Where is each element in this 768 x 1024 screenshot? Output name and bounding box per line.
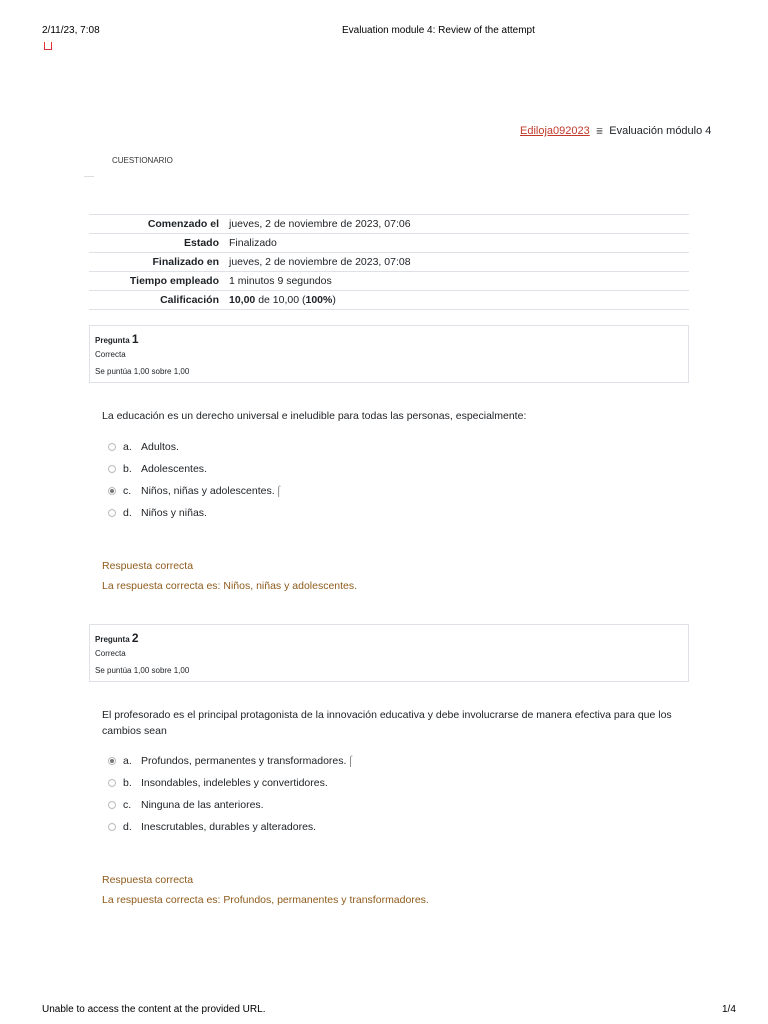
question-number-value: 2 [131,631,139,645]
radio-icon[interactable] [108,443,116,451]
question-number-value: 1 [131,332,139,346]
answer-letter: b. [123,463,132,475]
breadcrumb-separator-icon: ≣ [595,125,604,136]
print-page-title: Evaluation module 4: Review of the attempt [342,25,535,36]
breadcrumb-current: Evaluación módulo 4 [609,125,712,137]
answer-list [108,436,282,524]
question-state: Correcta [95,649,126,658]
summary-row-grade [89,291,689,310]
grade-of: de 10,00 ( [255,294,306,306]
answer-text: Adultos. [141,441,179,453]
breadcrumb [520,125,711,137]
answer-option[interactable] [108,436,282,458]
answer-text: Profundos, permanentes y transformadores. [141,755,347,767]
summary-value: jueves, 2 de noviembre de 2023, 07:06 [229,218,411,230]
answer-text: Inescrutables, durables y alteradores. [141,821,317,833]
right-answer: La respuesta correcta es: Profundos, permanentes y transformadores. [102,894,429,906]
activity-type-label: CUESTIONARIO [112,156,173,165]
answer-letter: d. [123,507,132,519]
answer-letter: c. [123,799,132,811]
answer-text: Niños, niñas y adolescentes. [141,485,275,497]
print-footer-message: Unable to access the content at the provided URL. [42,1004,266,1015]
radio-icon[interactable] [108,823,116,831]
answer-letter: d. [123,821,132,833]
summary-row-time [89,272,689,291]
divider [84,176,94,177]
summary-label: Estado [183,237,219,249]
answer-letter: a. [123,441,132,453]
answer-option[interactable] [108,794,353,816]
grade-close: ) [332,294,336,306]
menu-icon[interactable] [44,42,52,50]
summary-value: jueves, 2 de noviembre de 2023, 07:08 [229,256,411,268]
radio-selected-icon[interactable] [108,757,116,765]
answer-option[interactable] [108,458,282,480]
radio-icon[interactable] [108,779,116,787]
question-number [95,631,688,645]
radio-selected-icon[interactable] [108,487,116,495]
answer-option[interactable] [108,502,282,524]
cursor-icon: ⌠ [275,485,282,497]
question-info-box [89,325,689,383]
attempt-summary-table [89,214,689,310]
summary-label: Calificación [160,294,219,306]
answer-letter: c. [123,485,132,497]
answer-option-selected[interactable] [108,480,282,502]
summary-label: Comenzado el [147,218,219,230]
question-prefix: Pregunta [95,336,130,345]
question-info-box [89,624,689,682]
question-text: La educación es un derecho universal e ineludible para todas las personas, especialmente: [102,410,527,422]
breadcrumb-course-link[interactable]: Ediloja092023 [520,125,590,137]
feedback-correct: Respuesta correcta [102,560,194,572]
question-number [95,332,688,346]
right-answer: La respuesta correcta es: Niños, niñas y adolescentes. [102,580,358,592]
summary-row-finished [89,253,689,272]
print-page-number: 1/4 [722,1004,736,1015]
radio-icon[interactable] [108,465,116,473]
summary-label: Finalizado en [152,256,219,268]
grade-value: 10,00 [229,294,256,306]
answer-text: Ninguna de las anteriores. [141,799,264,811]
answer-text: Insondables, indelebles y convertidores. [141,777,328,789]
cursor-icon: ⌠ [347,755,354,767]
grade-percent: 100% [305,294,333,306]
answer-text: Niños y niñas. [141,507,207,519]
summary-value: 1 minutos 9 segundos [229,275,332,287]
radio-icon[interactable] [108,509,116,517]
print-datetime: 2/11/23, 7:08 [42,25,100,36]
question-grade: Se puntúa 1,00 sobre 1,00 [95,367,190,376]
summary-row-state [89,234,689,253]
answer-letter: a. [123,755,132,767]
answer-list [108,750,353,838]
answer-option[interactable] [108,772,353,794]
question-state: Correcta [95,350,126,359]
summary-row-started [89,215,689,234]
answer-text: Adolescentes. [141,463,207,475]
question-text: El profesorado es el principal protagonista de la innovación educativa y debe involucrarse de manera efectiva para que los cambios sean [102,709,672,737]
radio-icon[interactable] [108,801,116,809]
feedback-correct: Respuesta correcta [102,874,194,886]
summary-label: Tiempo empleado [129,275,219,287]
summary-value: Finalizado [229,237,277,249]
answer-option-selected[interactable] [108,750,353,772]
summary-value [227,291,689,310]
answer-option[interactable] [108,816,353,838]
question-prefix: Pregunta [95,635,130,644]
answer-letter: b. [123,777,132,789]
question-grade: Se puntúa 1,00 sobre 1,00 [95,666,190,675]
